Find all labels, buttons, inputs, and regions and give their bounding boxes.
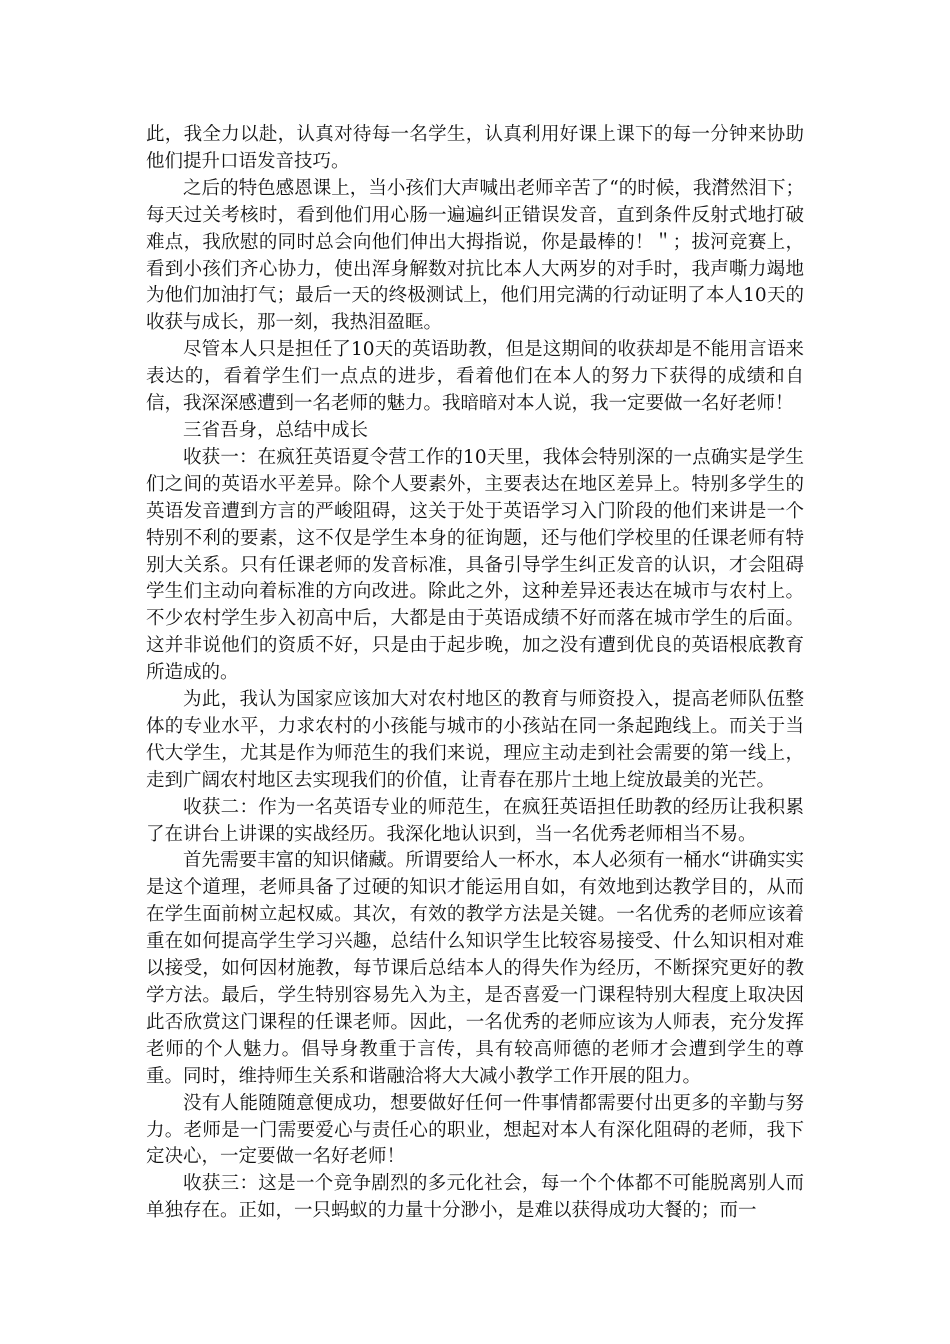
paragraph-6: 为此，我认为国家应该加大对农村地区的教育与师资投入，提高老师队伍整体的专业水平，力求农村的小孩能与城市的小孩站在同一条起跑线上。而关于当代大学生，尤其是作为师范生的我们来说，理应主动走到社会需要的第一线上，走到广阔农村地区去实现我们的价值，让青春在那片土地上绽放最美的光芒。 <box>146 689 804 791</box>
paragraph-10: 收获三：这是一个竞争剧烈的多元化社会，每一个个体都不可能脱离别人而单独存在。正如，一只蚂蚁的力量十分渺小，是难以获得成功大餐的；而一 <box>146 1173 804 1222</box>
document-body <box>146 122 804 1225</box>
paragraph-3: 尽管本人只是担任了10天的英语助教，但是这期间的收获却是不能用言语来表达的，看着学生们一点点的进步，看着他们在本人的努力下获得的成绩和自信，我深深感遭到一名老师的魅力。我暗暗对本人说，我一定要做一名好老师！ <box>146 339 804 415</box>
paragraph-2: 之后的特色感恩课上，当小孩们大声喊出老师辛苦了“的时候，我潸然泪下；每天过关考核时，看到他们用心肠一遍遍纠正错误发音，直到条件反射式地打破难点，我欣慰的同时总会向他们伸出大拇指说，你是最棒的！＂；拔河竞赛上，看到小孩们齐心协力，使出浑身解数对抗比本人大两岁的对手时，我声嘶力竭地为他们加油打气；最后一天的终极测试上，他们用完满的行动证明了本人10天的收获与成长，那一刻，我热泪盈眶。 <box>146 177 804 334</box>
paragraph-7: 收获二：作为一名英语专业的师范生，在疯狂英语担任助教的经历让我积累了在讲台上讲课的实战经历。我深化地认识到，当一名优秀老师相当不易。 <box>146 796 804 845</box>
paragraph-8: 首先需要丰富的知识储藏。所谓要给人一杯水，本人必须有一桶水“讲确实实是这个道理，老师具备了过硬的知识才能运用自如，有效地到达教学目的，从而在学生面前树立起权威。其次，有效的教学方法是关键。一名优秀的老师应该着重在如何提高学生学习兴趣，总结什么知识学生比较容易接受、什么知识相对难以接受，如何因材施教，每节课后总结本人的得失作为经历，不断探究更好的教学方法。最后，学生特别容易先入为主，是否喜爱一门课程特别大程度上取决因此否欣赏这门课程的任课老师。因此，一名优秀的老师应该为人师表，充分发挥老师的个人魅力。倡导身教重于言传，具有较高师德的老师才会遭到学生的尊重。同时，维持师生关系和谐融洽将大大减小教学工作开展的阻力。 <box>146 850 804 1087</box>
section-heading: 三省吾身，总结中成长 <box>183 419 369 441</box>
paragraph-1: 此，我全力以赴，认真对待每一名学生，认真利用好课上课下的每一分钟来协助他们提升口语发音技巧。 <box>146 124 804 172</box>
paragraph-9: 没有人能随随意便成功，想要做好任何一件事情都需要付出更多的辛勤与努力。老师是一门需要爱心与责任心的职业，想起对本人有深化阻碍的老师，我下定决心，一定要做一名好老师！ <box>146 1092 804 1168</box>
paragraph-5: 收获一：在疯狂英语夏令营工作的10天里，我体会特别深的一点确实是学生们之间的英语水平差异。除个人要素外，主要表达在地区差异上。特别多学生的英语发音遭到方言的严峻阻碍，这关于处于英语学习入门阶段的他们来讲是一个特别不利的要素，这不仅是学生本身的征询题，还与他们学校里的任课老师有特别大关系。只有任课老师的发音标准，具备引导学生纠正发音的认识，才会阻碍学生们主动向着标准的方向改进。除此之外，这种差异还表达在城市与农村上。不少农村学生步入初高中后，大都是由于英语成绩不好而落在城市学生的后面。这并非说他们的资质不好，只是由于起步晚，加之没有遭到优良的英语根底教育所造成的。 <box>146 446 804 684</box>
